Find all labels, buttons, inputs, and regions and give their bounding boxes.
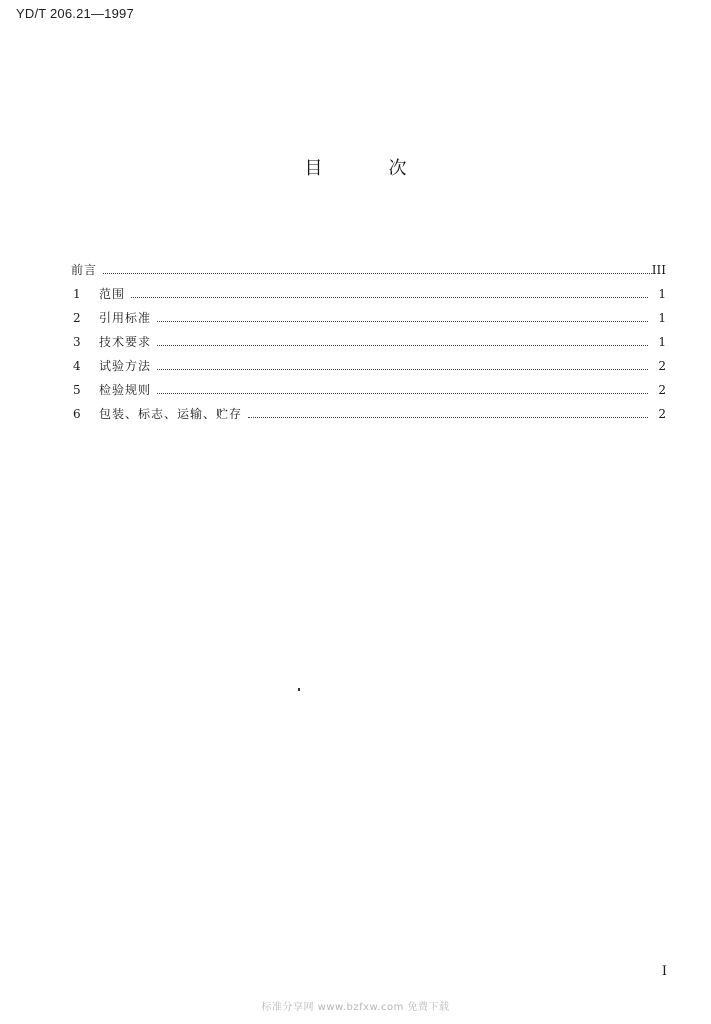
toc-heading <box>0 154 711 180</box>
toc-entry-number: 4 <box>73 359 81 373</box>
toc-leader-dots <box>157 369 648 370</box>
toc-entry-number: 5 <box>73 383 81 397</box>
toc-entry-label: 引用标准 <box>99 311 152 325</box>
toc-leader-dots <box>157 393 648 394</box>
toc-entry-label: 范围 <box>99 287 126 301</box>
footer-watermark: 标准分享网 www.bzfxw.com 免费下载 <box>261 1002 450 1013</box>
toc-leader-dots <box>131 297 648 298</box>
toc-entry-label: 包装、标志、运输、贮存 <box>99 407 243 421</box>
toc-entry-test-methods[interactable] <box>71 358 666 382</box>
toc-entry-scope[interactable] <box>71 286 666 310</box>
standard-code: YD/T 206.21—1997 <box>16 6 134 21</box>
toc-heading-char-1: 目 <box>304 158 323 179</box>
toc-leader-dots <box>157 345 648 346</box>
scan-speck <box>298 688 300 691</box>
toc-entry-page: 2 <box>658 407 666 421</box>
table-of-contents <box>71 262 666 430</box>
toc-entry-page: 2 <box>658 383 666 397</box>
toc-leader-dots <box>248 417 648 418</box>
toc-entry-number: 3 <box>73 335 81 349</box>
page-number: I <box>661 964 667 979</box>
toc-entry-page: 1 <box>658 335 666 349</box>
toc-entry-technical-requirements[interactable] <box>71 334 666 358</box>
toc-heading-char-2: 次 <box>388 158 407 179</box>
toc-entry-normative-references[interactable] <box>71 310 666 334</box>
toc-leader-dots <box>103 273 652 274</box>
toc-entry-number: 6 <box>73 407 81 421</box>
toc-entry-page: 1 <box>658 287 666 301</box>
toc-entry-label: 技术要求 <box>99 335 152 349</box>
toc-entry-label: 检验规则 <box>99 383 152 397</box>
toc-entry-inspection-rules[interactable] <box>71 382 666 406</box>
toc-entry-number: 1 <box>73 287 81 301</box>
toc-entry-number: 2 <box>73 311 81 325</box>
toc-entry-label: 前言 <box>71 263 98 277</box>
toc-entry-page: III <box>651 263 666 277</box>
toc-entry-packaging-marking-transport-storage[interactable] <box>71 406 666 430</box>
toc-entry-foreword[interactable] <box>71 262 666 286</box>
toc-leader-dots <box>157 321 648 322</box>
toc-entry-page: 2 <box>658 359 666 373</box>
toc-entry-page: 1 <box>658 311 666 325</box>
toc-entry-label: 试验方法 <box>99 359 152 373</box>
